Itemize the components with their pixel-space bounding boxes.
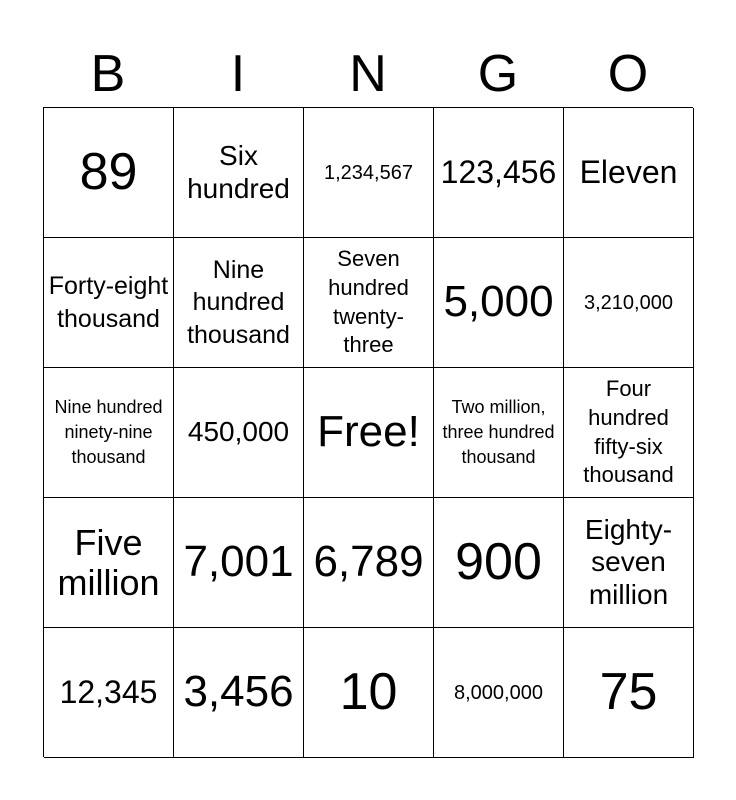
cell-text: 6,789	[313, 537, 424, 587]
bingo-cell-r1-c3[interactable]	[304, 108, 434, 238]
cell-text: Six hundred	[187, 140, 290, 204]
bingo-cell-r5-c2[interactable]	[174, 628, 304, 758]
bingo-cell-r4-c4[interactable]	[434, 498, 564, 628]
bingo-cell-r5-c4[interactable]	[434, 628, 564, 758]
cell-text: 123,456	[440, 153, 557, 190]
cell-text: Two million, three hundred thousand	[442, 396, 555, 468]
cell-text: 3,210,000	[584, 291, 673, 314]
header-letter-i: I	[230, 45, 246, 103]
bingo-cell-r5-c1[interactable]	[44, 628, 174, 758]
bingo-cell-r2-c5[interactable]	[564, 238, 694, 368]
bingo-cell-r2-c1[interactable]	[44, 238, 174, 368]
cell-text: Nine hundred thousand	[187, 255, 290, 349]
cell-text: 10	[339, 662, 398, 721]
cell-text: Seven hundred twenty-three	[328, 246, 409, 358]
bingo-cell-r3-c4[interactable]	[434, 368, 564, 498]
free-space: Free!	[317, 407, 420, 457]
header-letter-o: O	[607, 45, 649, 103]
bingo-cell-r4-c5[interactable]	[564, 498, 694, 628]
header-letter-g: G	[477, 45, 519, 103]
cell-text: 12,345	[59, 673, 158, 710]
bingo-cell-r2-c3[interactable]	[304, 238, 434, 368]
cell-text: 75	[599, 662, 658, 721]
cell-text: 8,000,000	[454, 681, 543, 704]
cell-text: 5,000	[443, 277, 554, 327]
bingo-cell-r4-c2[interactable]	[174, 498, 304, 628]
cell-text: 1,234,567	[324, 161, 413, 184]
header-letter-b: B	[90, 45, 126, 103]
bingo-cell-r1-c5[interactable]	[564, 108, 694, 238]
bingo-cell-r1-c1[interactable]	[44, 108, 174, 238]
bingo-cell-r3-c3[interactable]	[304, 368, 434, 498]
cell-text: Eighty-seven million	[584, 514, 673, 610]
bingo-cell-r3-c1[interactable]	[44, 368, 174, 498]
cell-text: Nine hundred ninety-nine thousand	[54, 396, 163, 468]
bingo-cell-r3-c5[interactable]	[564, 368, 694, 498]
cell-text: Eleven	[579, 153, 678, 190]
cell-text: 89	[79, 142, 138, 201]
bingo-board	[43, 107, 693, 757]
bingo-cell-r1-c2[interactable]	[174, 108, 304, 238]
bingo-cell-r3-c2[interactable]	[174, 368, 304, 498]
cell-text: Four hundred fifty-six thousand	[583, 376, 674, 488]
bingo-cell-r5-c5[interactable]	[564, 628, 694, 758]
bingo-cell-r4-c3[interactable]	[304, 498, 434, 628]
bingo-cell-r2-c2[interactable]	[174, 238, 304, 368]
bingo-cell-r2-c4[interactable]	[434, 238, 564, 368]
bingo-header	[43, 40, 693, 108]
cell-text: Five million	[57, 521, 160, 603]
bingo-cell-r4-c1[interactable]	[44, 498, 174, 628]
cell-text: 900	[455, 532, 542, 591]
cell-text: 7,001	[183, 537, 294, 587]
cell-text: 450,000	[187, 416, 290, 448]
cell-text: Forty-eight thousand	[48, 272, 169, 333]
bingo-cell-r1-c4[interactable]	[434, 108, 564, 238]
bingo-cell-r5-c3[interactable]	[304, 628, 434, 758]
header-letter-n: N	[349, 45, 387, 103]
cell-text: 3,456	[183, 667, 294, 717]
